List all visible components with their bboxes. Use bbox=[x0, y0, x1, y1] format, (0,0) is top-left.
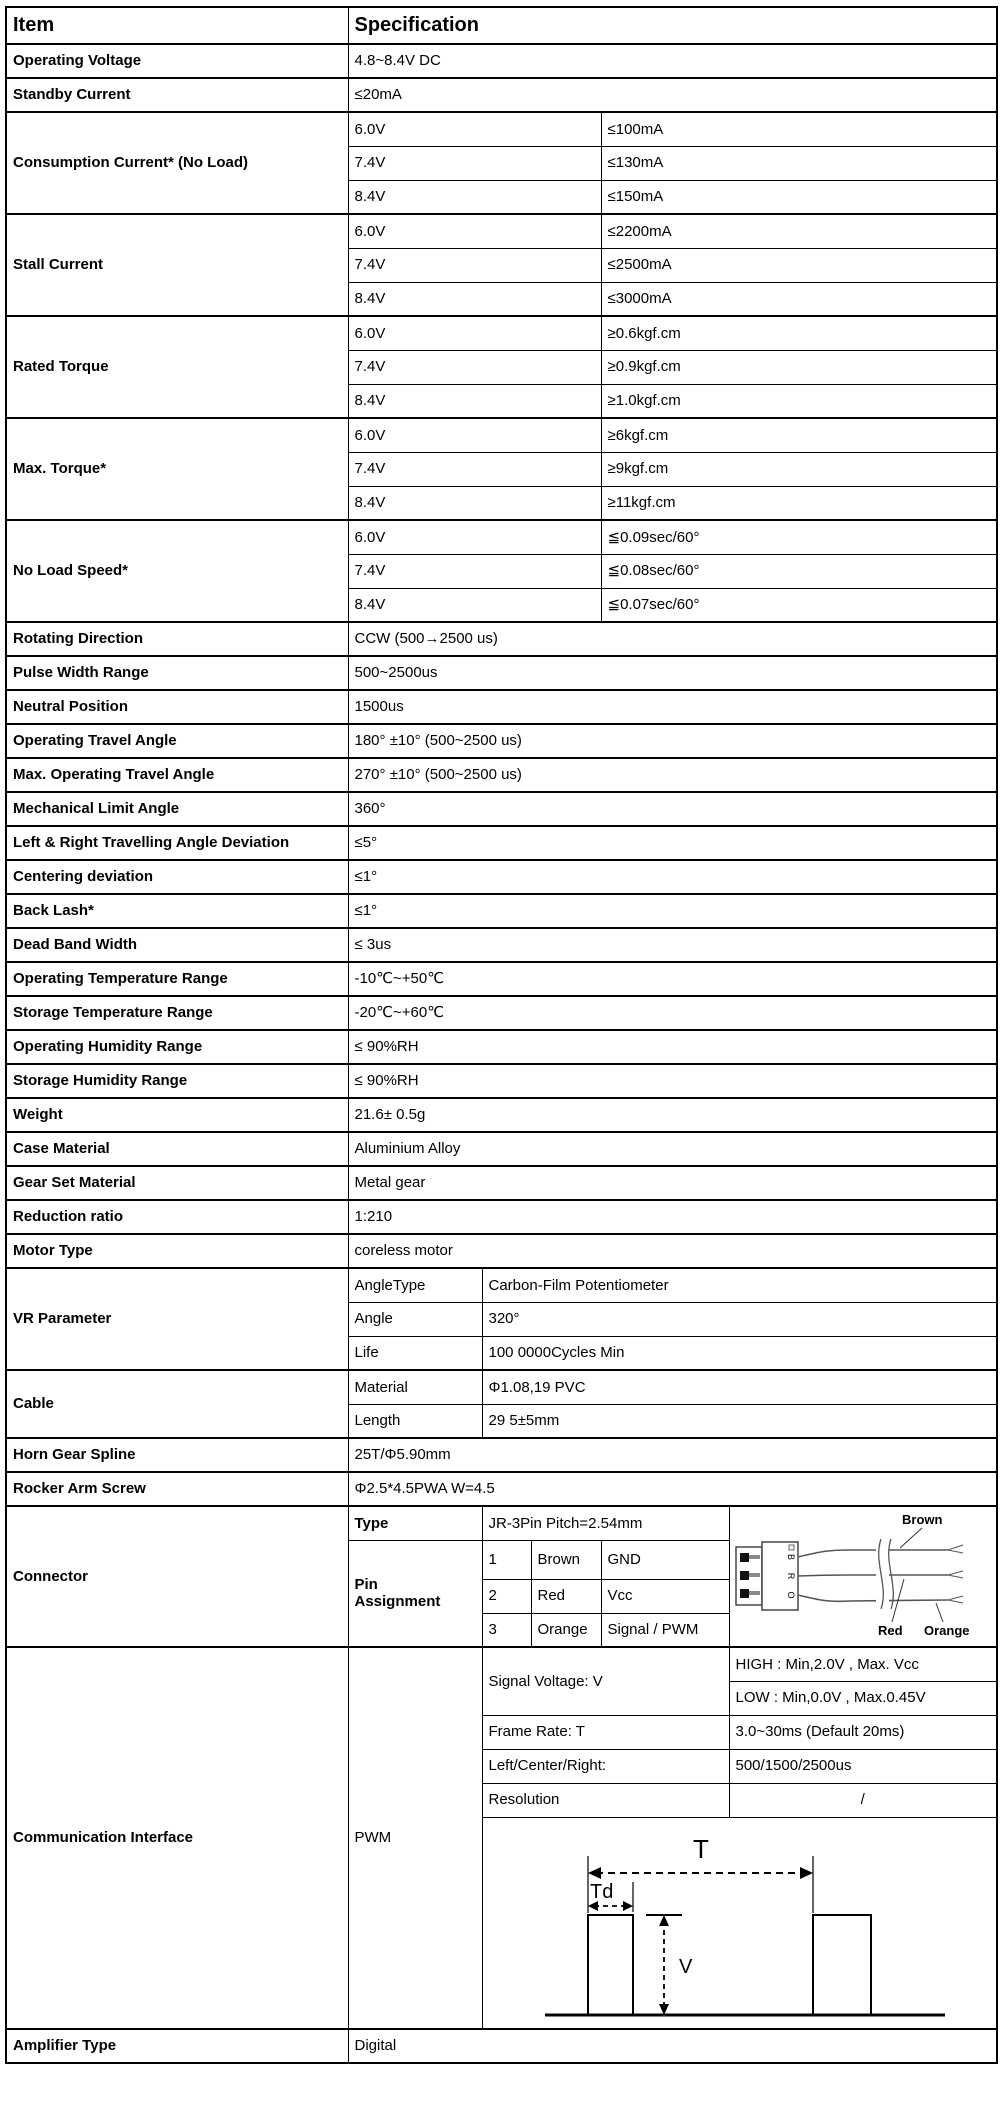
spec-value: ≤5° bbox=[348, 826, 997, 860]
spec-value: 1500us bbox=[348, 690, 997, 724]
spec-value: ≤100mA bbox=[601, 112, 997, 146]
item-label: Left & Right Travelling Angle Deviation bbox=[6, 826, 348, 860]
spec-value: CCW (500→2500 us) bbox=[348, 622, 997, 656]
item-label: Max. Torque* bbox=[6, 418, 348, 520]
param-name-cell: Resolution bbox=[482, 1783, 729, 1817]
param-name-cell: Frame Rate: T bbox=[482, 1715, 729, 1749]
spec-value: ≤1° bbox=[348, 860, 997, 894]
col-header-item: Item bbox=[6, 7, 348, 44]
row-operating-travel-angle bbox=[6, 724, 997, 758]
pin-color-cell: Red bbox=[531, 1579, 601, 1613]
item-label: Consumption Current* (No Load) bbox=[6, 112, 348, 214]
sub-item-label: Material bbox=[348, 1370, 482, 1404]
spec-value: Carbon-Film Potentiometer bbox=[482, 1268, 997, 1302]
pin-assignment-label: Pin Assignment bbox=[348, 1540, 482, 1647]
spec-value: Aluminium Alloy bbox=[348, 1132, 997, 1166]
param-value-cell: 3.0~30ms (Default 20ms) bbox=[729, 1715, 997, 1749]
row-storage-temperature-range bbox=[6, 996, 997, 1030]
item-label: Gear Set Material bbox=[6, 1166, 348, 1200]
row-storage-humidity-range bbox=[6, 1064, 997, 1098]
spec-value: 4.8~8.4V DC bbox=[348, 44, 997, 78]
row-case-material bbox=[6, 1132, 997, 1166]
voltage-cell: 7.4V bbox=[348, 248, 601, 282]
spec-value: -10℃~+50℃ bbox=[348, 962, 997, 996]
param-value-cell: LOW : Min,0.0V , Max.0.45V bbox=[729, 1681, 997, 1715]
spec-value: Digital bbox=[348, 2029, 997, 2063]
item-label: Max. Operating Travel Angle bbox=[6, 758, 348, 792]
voltage-cell: 6.0V bbox=[348, 520, 601, 554]
item-label: Cable bbox=[6, 1370, 348, 1438]
connector-diagram-cell bbox=[729, 1506, 997, 1647]
item-label: Motor Type bbox=[6, 1234, 348, 1268]
spec-value: Φ2.5*4.5PWA W=4.5 bbox=[348, 1472, 997, 1506]
connector-diagram bbox=[730, 1507, 997, 1646]
row-travelling-angle-deviation bbox=[6, 826, 997, 860]
voltage-cell: 6.0V bbox=[348, 316, 601, 350]
spec-value: 21.6± 0.5g bbox=[348, 1098, 997, 1132]
item-label: Neutral Position bbox=[6, 690, 348, 724]
spec-value: ≥1.0kgf.cm bbox=[601, 384, 997, 418]
item-label: Rated Torque bbox=[6, 316, 348, 418]
row-operating-humidity-range bbox=[6, 1030, 997, 1064]
voltage-cell: 8.4V bbox=[348, 282, 601, 316]
spec-value: 1:210 bbox=[348, 1200, 997, 1234]
waveform-voltage-label: V bbox=[678, 1955, 692, 1978]
voltage-cell: 8.4V bbox=[348, 384, 601, 418]
item-label: Horn Gear Spline bbox=[6, 1438, 348, 1472]
row-amplifier-type bbox=[6, 2029, 997, 2063]
row-neutral-position bbox=[6, 690, 997, 724]
wire-label-red: Red bbox=[877, 1623, 903, 1638]
row-connector bbox=[6, 1506, 997, 1540]
spec-value: ≤ 90%RH bbox=[348, 1064, 997, 1098]
item-label: Reduction ratio bbox=[6, 1200, 348, 1234]
spec-value: JR-3Pin Pitch=2.54mm bbox=[482, 1506, 729, 1540]
item-label: Stall Current bbox=[6, 214, 348, 316]
voltage-cell: 6.0V bbox=[348, 214, 601, 248]
item-label: Connector bbox=[6, 1506, 348, 1647]
sub-item-label: Angle bbox=[348, 1302, 482, 1336]
item-label: No Load Speed* bbox=[6, 520, 348, 622]
spec-value: ≦0.07sec/60° bbox=[601, 588, 997, 622]
spec-value: coreless motor bbox=[348, 1234, 997, 1268]
voltage-cell: 7.4V bbox=[348, 554, 601, 588]
row-weight bbox=[6, 1098, 997, 1132]
item-label: Dead Band Width bbox=[6, 928, 348, 962]
pin-number-cell: 3 bbox=[482, 1613, 531, 1647]
item-label: Storage Temperature Range bbox=[6, 996, 348, 1030]
item-label: Storage Humidity Range bbox=[6, 1064, 348, 1098]
spec-value: 360° bbox=[348, 792, 997, 826]
row-motor-type bbox=[6, 1234, 997, 1268]
item-label: Operating Humidity Range bbox=[6, 1030, 348, 1064]
pin-number-cell: 2 bbox=[482, 1579, 531, 1613]
param-value-cell: / bbox=[729, 1783, 997, 1817]
spec-value: Metal gear bbox=[348, 1166, 997, 1200]
row-no-load-speed bbox=[6, 520, 997, 554]
row-mechanical-limit-angle bbox=[6, 792, 997, 826]
waveform-pulse-label: Td bbox=[589, 1880, 613, 1903]
voltage-cell: 6.0V bbox=[348, 112, 601, 146]
spec-value: ≥6kgf.cm bbox=[601, 418, 997, 452]
spec-value: ≤20mA bbox=[348, 78, 997, 112]
spec-value: ≤130mA bbox=[601, 146, 997, 180]
voltage-cell: 8.4V bbox=[348, 486, 601, 520]
row-vr-parameter bbox=[6, 1268, 997, 1302]
voltage-cell: 8.4V bbox=[348, 180, 601, 214]
row-cable bbox=[6, 1370, 997, 1404]
item-label: Case Material bbox=[6, 1132, 348, 1166]
spec-value: 29 5±5mm bbox=[482, 1404, 997, 1438]
param-name-cell: Left/Center/Right: bbox=[482, 1749, 729, 1783]
spec-value: ≤2200mA bbox=[601, 214, 997, 248]
spec-value: ≥9kgf.cm bbox=[601, 452, 997, 486]
row-horn-gear-spline bbox=[6, 1438, 997, 1472]
row-stall-current bbox=[6, 214, 997, 248]
spec-value: ≤1° bbox=[348, 894, 997, 928]
header-row bbox=[6, 7, 997, 44]
spec-value: ≥11kgf.cm bbox=[601, 486, 997, 520]
voltage-cell: 7.4V bbox=[348, 146, 601, 180]
item-label: Weight bbox=[6, 1098, 348, 1132]
row-rated-torque bbox=[6, 316, 997, 350]
row-max-torque bbox=[6, 418, 997, 452]
voltage-cell: 6.0V bbox=[348, 418, 601, 452]
pin-signal-cell: GND bbox=[601, 1540, 729, 1579]
row-back-lash bbox=[6, 894, 997, 928]
item-label: Rotating Direction bbox=[6, 622, 348, 656]
sub-item-label: Length bbox=[348, 1404, 482, 1438]
row-dead-band-width bbox=[6, 928, 997, 962]
spec-value: -20℃~+60℃ bbox=[348, 996, 997, 1030]
row-centering-deviation bbox=[6, 860, 997, 894]
connector-pin-letter-o: O bbox=[785, 1591, 796, 1599]
item-label: Centering deviation bbox=[6, 860, 348, 894]
item-label: Mechanical Limit Angle bbox=[6, 792, 348, 826]
wire-label-orange: Orange bbox=[923, 1623, 970, 1638]
spec-value: 25T/Φ5.90mm bbox=[348, 1438, 997, 1472]
item-label: Communication Interface bbox=[6, 1647, 348, 2029]
pin-signal-cell: Vcc bbox=[601, 1579, 729, 1613]
item-label: Back Lash* bbox=[6, 894, 348, 928]
row-max-operating-travel-angle bbox=[6, 758, 997, 792]
spec-value: 270° ±10° (500~2500 us) bbox=[348, 758, 997, 792]
spec-value: 500~2500us bbox=[348, 656, 997, 690]
pin-color-cell: Orange bbox=[531, 1613, 601, 1647]
spec-value: 100 0000Cycles Min bbox=[482, 1336, 997, 1370]
spec-value: 320° bbox=[482, 1302, 997, 1336]
connector-type-label: Type bbox=[348, 1506, 482, 1540]
spec-value: ≤150mA bbox=[601, 180, 997, 214]
row-communication-interface bbox=[6, 1647, 997, 1681]
row-operating-voltage bbox=[6, 44, 997, 78]
connector-pin-letter-b: B bbox=[785, 1553, 796, 1561]
row-reduction-ratio bbox=[6, 1200, 997, 1234]
row-rocker-arm-screw bbox=[6, 1472, 997, 1506]
spec-value: ≦0.08sec/60° bbox=[601, 554, 997, 588]
param-value-cell: 500/1500/2500us bbox=[729, 1749, 997, 1783]
spec-value: 180° ±10° (500~2500 us) bbox=[348, 724, 997, 758]
item-label: Standby Current bbox=[6, 78, 348, 112]
row-standby-current bbox=[6, 78, 997, 112]
connector-pin-letter-r: R bbox=[785, 1572, 796, 1580]
waveform-period-label: T bbox=[692, 1833, 709, 1864]
pin-signal-cell: Signal / PWM bbox=[601, 1613, 729, 1647]
pin-number-cell: 1 bbox=[482, 1540, 531, 1579]
spec-value: ≥0.6kgf.cm bbox=[601, 316, 997, 350]
spec-value: ≥0.9kgf.cm bbox=[601, 350, 997, 384]
spec-value: ≤ 90%RH bbox=[348, 1030, 997, 1064]
sub-item-label: Life bbox=[348, 1336, 482, 1370]
spec-value: ≤2500mA bbox=[601, 248, 997, 282]
spec-value: Φ1.08,19 PVC bbox=[482, 1370, 997, 1404]
item-label: Operating Voltage bbox=[6, 44, 348, 78]
item-label: Pulse Width Range bbox=[6, 656, 348, 690]
item-label: VR Parameter bbox=[6, 1268, 348, 1370]
row-rotating-direction bbox=[6, 622, 997, 656]
specification-table bbox=[5, 6, 998, 2064]
pin-color-cell: Brown bbox=[531, 1540, 601, 1579]
voltage-cell: 7.4V bbox=[348, 350, 601, 384]
row-operating-temperature-range bbox=[6, 962, 997, 996]
pwm-waveform-cell bbox=[482, 1817, 997, 2029]
col-header-specification: Specification bbox=[348, 7, 997, 44]
row-gear-set-material bbox=[6, 1166, 997, 1200]
item-label: Amplifier Type bbox=[6, 2029, 348, 2063]
sub-item-label: AngleType bbox=[348, 1268, 482, 1302]
spec-value: ≦0.09sec/60° bbox=[601, 520, 997, 554]
row-pulse-width-range bbox=[6, 656, 997, 690]
item-label: Operating Travel Angle bbox=[6, 724, 348, 758]
communication-value: PWM bbox=[348, 1647, 482, 2029]
row-consumption-current bbox=[6, 112, 997, 146]
wire-label-brown: Brown bbox=[901, 1512, 942, 1527]
param-value-cell: HIGH : Min,2.0V , Max. Vcc bbox=[729, 1647, 997, 1681]
param-name-cell: Signal Voltage: V bbox=[482, 1647, 729, 1715]
spec-value: ≤3000mA bbox=[601, 282, 997, 316]
voltage-cell: 8.4V bbox=[348, 588, 601, 622]
spec-value: ≤ 3us bbox=[348, 928, 997, 962]
item-label: Rocker Arm Screw bbox=[6, 1472, 348, 1506]
voltage-cell: 7.4V bbox=[348, 452, 601, 486]
pwm-waveform-diagram bbox=[483, 1818, 996, 2028]
item-label: Operating Temperature Range bbox=[6, 962, 348, 996]
